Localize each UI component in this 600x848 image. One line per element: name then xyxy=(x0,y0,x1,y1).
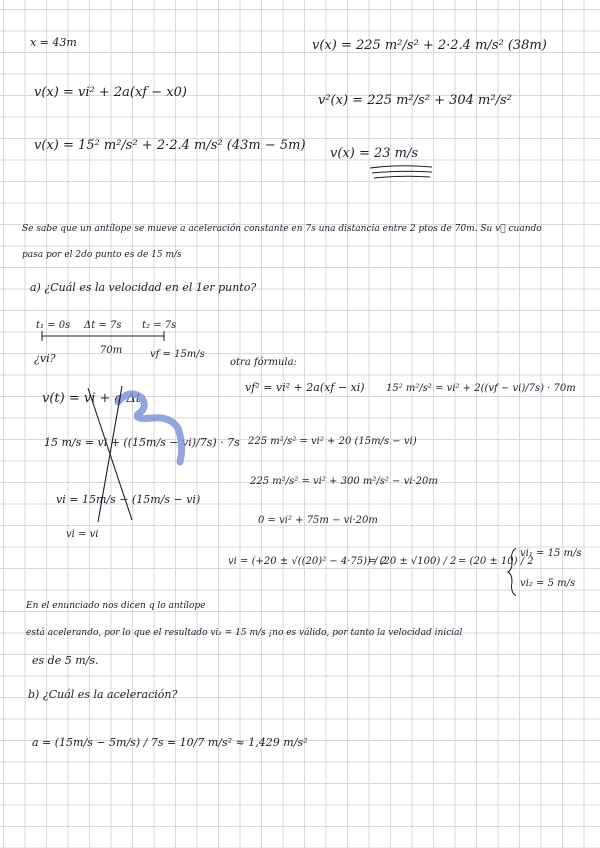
distance-label: 70m xyxy=(100,345,123,356)
formula-general: v(x) = vi² + 2a(xf − x0) xyxy=(34,85,187,100)
problem-line-1: Se sabe que un antílope se mueve a aceleración constante en 7s una distancia entre 2 ptos de 70m. Su v⃗ cuando xyxy=(22,224,542,234)
dt-label: Δt = 7s xyxy=(84,320,122,331)
t2-label: t₂ = 7s xyxy=(142,320,177,331)
vi-unknown: ¿vi? xyxy=(34,352,56,365)
conclusion-line-2: está acelerando, por lo que el resultado vi₁ = 15 m/s ¡no es válido, por tanto la velocidad inicial xyxy=(26,628,463,638)
vf-label: vf = 15m/s xyxy=(150,349,205,360)
result: v(x) = 23 m/s xyxy=(330,146,419,161)
right-eq-2: 225 m²/s² = vi² + 20 (15m/s − vi) xyxy=(248,436,417,447)
right-eq-3: 225 m²/s² = vi² + 300 m²/s² − vi·20m xyxy=(250,476,438,487)
t1-label: t₁ = 0s xyxy=(36,320,71,331)
right-eq-4: 0 = vi² + 75m − vi·20m xyxy=(258,515,378,526)
left-eq-1: v(t) = vi + a Δt xyxy=(42,391,142,406)
step-2: v²(x) = 225 m²/s² + 304 m²/s² xyxy=(318,93,512,108)
left-eq-3: vi = 15m/s − (15m/s − vi) xyxy=(56,493,201,506)
quadratic-mid: = (20 ± √100) / 2 xyxy=(368,556,457,567)
problem-line-2: pasa por el 2do punto es de 15 m/s xyxy=(22,250,182,260)
question-b: b) ¿Cuál es la aceleración? xyxy=(28,688,178,701)
right-eq-1b: 15² m²/s² = vi² + 2((vf − vi)/7s) · 70m xyxy=(386,383,576,394)
x-value: x = 43m xyxy=(30,36,77,49)
left-eq-4: vi = vi xyxy=(66,529,99,540)
other-formula-label: otra fórmula: xyxy=(230,357,297,368)
right-eq-1: vf² = vi² + 2a(xf − xi) xyxy=(245,381,365,394)
question-a: a) ¿Cuál es la velocidad en el 1er punto? xyxy=(30,281,257,294)
conclusion-line-3: es de 5 m/s. xyxy=(32,654,99,667)
left-eq-2: 15 m/s = vi + ((15m/s − vi)/7s) · 7s xyxy=(44,436,240,449)
formula-numeric: v(x) = 15² m²/s² + 2·2.4 m/s² (43m − 5m) xyxy=(34,138,306,153)
conclusion-line-1: En el enunciado nos dicen q lo antílope xyxy=(26,601,206,611)
root-2: vi₂ = 5 m/s xyxy=(520,578,576,589)
step-1: v(x) = 225 m²/s² + 2·2.4 m/s² (38m) xyxy=(312,38,547,53)
acceleration-eq: a = (15m/s − 5m/s) / 7s = 10/7 m/s² ≈ 1,429 m/s² xyxy=(32,736,308,749)
quadratic-rhs: = (20 ± 10) / 2 xyxy=(458,556,534,567)
quadratic-lhs: vi = (+20 ± √((20)² − 4·75)) / 2 xyxy=(228,556,388,567)
root-1: vi₁ = 15 m/s xyxy=(520,548,582,559)
